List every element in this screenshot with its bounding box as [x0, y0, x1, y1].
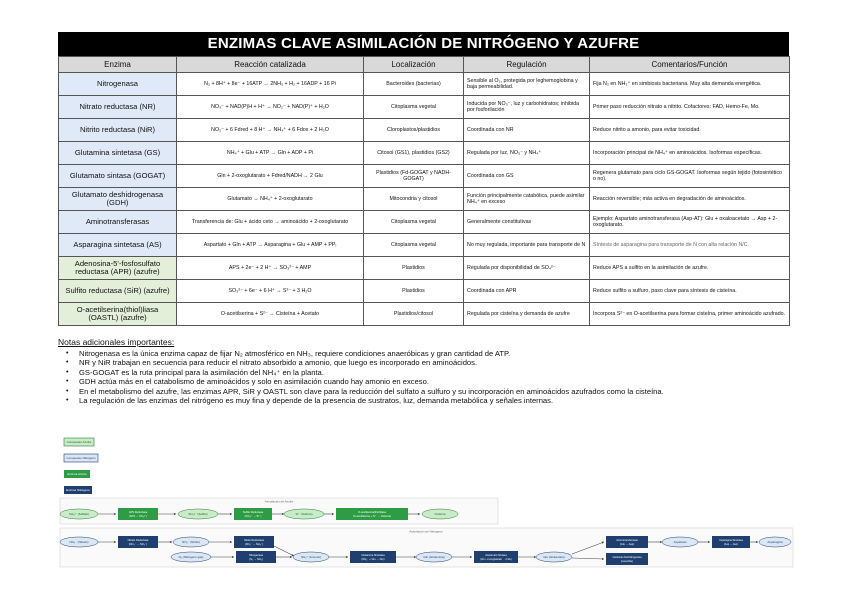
regulation-cell: Generalmente constitutivas	[464, 211, 590, 234]
header-reaction: Reacción catalizada	[177, 57, 364, 73]
nitrogen-node: Gln (Glutamina)	[423, 555, 445, 560]
header-regulation: Regulación	[464, 57, 590, 73]
reaction-cell: Glutamato ↔ NH₄⁺ + 2-oxoglutarato	[177, 188, 364, 211]
comments-cell: Ejemplo: Aspartato aminotransferasa (Asp-AT): Glu + oxaloacetato → Asp + 2-oxoglutarato.	[590, 211, 790, 234]
reaction-cell: NH₄⁺ + Glu + ATP → Gln + ADP + Pi	[177, 142, 364, 165]
reaction-cell: O-acetilserina + S²⁻ → Cisteína + Acetato	[177, 303, 364, 326]
comments-cell: Incorpora S²⁻ en O-acetilserina para formar cisteína, primer aminoácido azufrado.	[590, 303, 790, 326]
notes-section	[58, 337, 798, 405]
location-cell: Citoplasma vegetal	[364, 211, 464, 234]
comments-cell: Incorporación principal de NH₄⁺ en aminoácidos. Isoformas específicas.	[590, 142, 790, 165]
table-row	[59, 234, 790, 257]
legend-sulfur-enzyme: Enzima Azufre	[67, 472, 87, 477]
note-item: • Nitrogenasa es la única enzima capaz de fijar N₂ atmosférico en NH₃, requiere condiciones anaeróbicas y gran cantidad de ATP.	[72, 349, 798, 358]
nitrogen-cluster-title: Asimilación de Nitrógeno	[409, 529, 443, 534]
enzyme-cell: Nitrito reductasa (NiR)	[59, 119, 177, 142]
nitrogen-enzyme-node: (N₂ → NH₃)	[249, 558, 263, 561]
location-cell: Citoplasma vegetal	[364, 234, 464, 257]
page-title: ENZIMAS CLAVE ASIMILACIÓN DE NITRÓGENO Y AZUFRE	[58, 32, 789, 56]
regulation-cell: Regulada por luz, NO₃⁻ y NH₄⁺	[464, 142, 590, 165]
nitrogen-pathway	[60, 528, 793, 567]
sulfur-node: SO₄²⁻ (Sulfato)	[68, 512, 90, 517]
enzyme-table	[58, 56, 790, 326]
legend-nitrogen-compound: Compuesto Nitrógeno	[66, 456, 96, 461]
location-cell: Plastidios (Fd-GOGAT y NADH-GOGAT)	[364, 165, 464, 188]
nitrogen-enzyme-node: Glutamato Sintasa	[485, 554, 507, 557]
note-item: • NR y NiR trabajan en secuencia para reducir el nitrato absorbido a amonio, que luego es incorporado en aminoácidos.	[72, 358, 798, 367]
enzyme-cell: Glutamato deshidrogenasa (GDH)	[59, 188, 177, 211]
sulfur-enzyme-node: (O-acetilserina + S²⁻ → Cisteína)	[352, 515, 392, 518]
location-cell: Mitocondria y citosol	[364, 188, 464, 211]
enzyme-cell: Nitrato reductasa (NR)	[59, 96, 177, 119]
reaction-cell: APS + 2e⁻ + 2 H⁺ → SO₃²⁻ + AMP	[177, 257, 364, 280]
table-row	[59, 96, 790, 119]
sulfur-node: SO₃²⁻ (Sulfito)	[188, 512, 208, 517]
comments-cell: Primer paso reducción nitrato a nitrito. Cofactores: FAD, Hemo-Fe, Mo.	[590, 96, 790, 119]
notes-list	[58, 349, 798, 405]
table-header-row	[59, 57, 790, 73]
regulation-cell: Coordinada con GS	[464, 165, 590, 188]
table-row	[59, 142, 790, 165]
nitrogen-enzyme-node: Asparagina Sintetasa	[719, 539, 743, 542]
nitrogen-enzyme-node: Nitrito Reductasa	[244, 539, 264, 542]
sulfur-enzyme-node: (APS → SO₃²⁻)	[129, 515, 147, 518]
reaction-cell: SO₃²⁻ + 6e⁻ + 6 H⁺ → S²⁻ + 3 H₂O	[177, 280, 364, 303]
sulfur-enzyme-node: (SO₃²⁻ → S²⁻)	[244, 515, 262, 518]
sulfur-enzyme-node: APS Reductasa	[128, 511, 148, 514]
nitrogen-enzyme-node: (NO₂⁻ → NH₄⁺)	[244, 543, 264, 546]
comments-cell: Reduce APS a sulfito en la asimilación de azufre.	[590, 257, 790, 280]
location-cell: Plastidios	[364, 280, 464, 303]
sulfur-enzyme-node: Sulfito Reductasa	[242, 511, 264, 514]
regulation-cell: Coordinada con NR	[464, 119, 590, 142]
note-item: • En el metabolismo del azufre, las enzimas APR, SiR y OASTL son clave para la reducción del sulfato a sulfuro y su incorporación en aminoácidos azufrados como la cisteína.	[72, 387, 798, 396]
table-row	[59, 188, 790, 211]
nitrogen-enzyme-node: (NH₄⁺ + Glu → Gln)	[361, 558, 385, 561]
enzyme-cell: Aminotransferasas	[59, 211, 177, 234]
nitrogen-enzyme-node: Aminotransferasas	[616, 539, 638, 542]
enzyme-cell: Nitrogenasa	[59, 73, 177, 96]
enzyme-cell: O-acetilserina(thiol)liasa (OASTL) (azufre)	[59, 303, 177, 326]
nitrogen-enzyme-node: (reversible)	[621, 560, 633, 563]
nitrogen-node: Glu (Glutamato)	[543, 555, 565, 560]
sulfur-enzyme-node: O-acetilserina(thiol)liasa	[358, 511, 386, 514]
nitrogen-enzyme-node: Glutamato Deshidrogenasa	[612, 556, 642, 559]
note-item: • GDH actúa más en el catabolismo de aminoácidos y solo en asimilación cuando hay amonio en exceso.	[72, 377, 798, 386]
nitrogen-enzyme-node: (NO₃⁻ → NO₂⁻)	[128, 543, 148, 546]
location-cell: Plastidios	[364, 257, 464, 280]
enzyme-cell: Asparagina sintetasa (AS)	[59, 234, 177, 257]
regulation-cell: Función principalmente catabólica, puede asimilar NH₄⁺ en exceso	[464, 188, 590, 211]
diagram-legend	[64, 438, 98, 494]
enzyme-cell: Sulfito reductasa (SiR) (azufre)	[59, 280, 177, 303]
comments-cell: Reduce nitrito a amonio, para evitar toxicidad.	[590, 119, 790, 142]
table-row	[59, 73, 790, 96]
nitrogen-node: Aspartato	[673, 540, 687, 545]
enzyme-cell: Glutamina sintetasa (GS)	[59, 142, 177, 165]
table-row	[59, 280, 790, 303]
table-row	[59, 211, 790, 234]
sulfur-cluster-title: Asimilación de Azufre	[264, 499, 294, 504]
table-row	[59, 165, 790, 188]
enzyme-cell: Adenosina-5'-fosfosulfato reductasa (APR) (azufre)	[59, 257, 177, 280]
comments-cell: Fija N₂ en NH₃⁺ en simbiosis bacteriana. Muy alta demanda energética.	[590, 73, 790, 96]
nitrogen-node: N₂ (Nitrógeno gas)	[178, 555, 204, 560]
nitrogen-enzyme-node: Glutamina Sintetasa	[361, 554, 385, 557]
header-location: Localización	[364, 57, 464, 73]
regulation-cell: Coordinada con APR	[464, 280, 590, 303]
reaction-cell: Transferencia de: Glu + ácido ceto → aminoácido + 2-oxoglutarato	[177, 211, 364, 234]
nitrogen-node: NO₂⁻ (Nitrito)	[182, 540, 200, 545]
location-cell: Citoplasma vegetal	[364, 96, 464, 119]
location-cell: Plastidios/citosol	[364, 303, 464, 326]
nitrogen-node: NO₃⁻ (Nitrato)	[69, 540, 89, 545]
table-row	[59, 119, 790, 142]
reaction-cell: Gln + 2-oxoglutarato + Fdred/NADH → 2 Glu	[177, 165, 364, 188]
enzyme-cell: Glutamato sintasa (GOGAT)	[59, 165, 177, 188]
location-cell: Citosol (GS1), plastidios (GS2)	[364, 142, 464, 165]
comments-cell: Reacción reversible; más activa en degradación de aminoácidos.	[590, 188, 790, 211]
sulfur-node: Cisteína	[434, 512, 446, 517]
nitrogen-enzyme-node: (Gln + 2-oxoglutarato → 2 Glu)	[480, 559, 512, 561]
reaction-cell: NO₃⁻ + NAD(P)H + H⁺ → NO₂⁻ + NAD(P)⁺ + H₂O	[177, 96, 364, 119]
nitrogen-enzyme-node: (Glu → Asp)	[619, 543, 635, 546]
reaction-cell: Aspartato + Gln + ATP → Asparagina + Glu + AMP + PPᵢ	[177, 234, 364, 257]
sulfur-pathway	[60, 498, 498, 524]
nitrogen-enzyme-node: Nitrogenasa	[249, 554, 263, 557]
notes-heading: Notas adicionales importantes:	[58, 337, 175, 347]
regulation-cell: Sensible al O₂, protegida por leghemoglobina y baja permeabilidad.	[464, 73, 590, 96]
legend-sulfur-compound: Compuesto Azufre	[66, 440, 92, 445]
nitrogen-enzyme-node: Nitrato Reductasa	[127, 539, 149, 542]
nitrogen-enzyme-node: (Asp → Asn)	[723, 543, 739, 546]
location-cell: Cloroplastos/plastidios	[364, 119, 464, 142]
nitrogen-node: NH₄⁺ (Amonio)	[300, 555, 322, 560]
header-comments: Comentarios/Función	[590, 57, 790, 73]
note-item: • La regulación de las enzimas del nitrógeno es muy fina y depende de la presencia de sustratos, luz, demanda metabólica y señales internas.	[72, 396, 798, 405]
note-item: • GS-GOGAT es la ruta principal para la asimilación del NH₄⁺ en la planta.	[72, 368, 798, 377]
pathway-diagram	[58, 432, 794, 568]
regulation-cell: Inducida por NO₃⁻, luz y carbohidratos; inhibida por fosforilación	[464, 96, 590, 119]
comments-cell: Reduce sulfito a sulfuro, paso clave para síntesis de cisteína.	[590, 280, 790, 303]
comments-cell: Regenera glutamato para ciclo GS-GOGAT. Isoformas según tejido (fotosintético o no).	[590, 165, 790, 188]
regulation-cell: No muy regulada, importante para transporte de N	[464, 234, 590, 257]
regulation-cell: Regulada por disponibilidad de SO₄²⁻	[464, 257, 590, 280]
comments-cell: Síntesis de asparagina para transporte de N con alta relación N/C.	[590, 234, 790, 257]
table-row	[59, 303, 790, 326]
sulfur-node: S²⁻ (Sulfuro)	[295, 512, 313, 517]
reaction-cell: N₂ + 8H⁺ + 8e⁻ + 16ATP → 2NH₃ + H₂ + 16ADP + 16 Pi	[177, 73, 364, 96]
header-enzyme: Enzima	[59, 57, 177, 73]
legend-nitrogen-enzyme: Enzima Nitrógeno	[66, 488, 90, 493]
regulation-cell: Regulada por cisteína y demanda de azufre	[464, 303, 590, 326]
table-row	[59, 257, 790, 280]
location-cell: Bacteroides (bacterias)	[364, 73, 464, 96]
nitrogen-node: Asparagina	[767, 540, 783, 545]
reaction-cell: NO₂⁻ + 6 Fdred + 8 H⁺ → NH₄⁺ + 6 Fdox + 2 H₂O	[177, 119, 364, 142]
